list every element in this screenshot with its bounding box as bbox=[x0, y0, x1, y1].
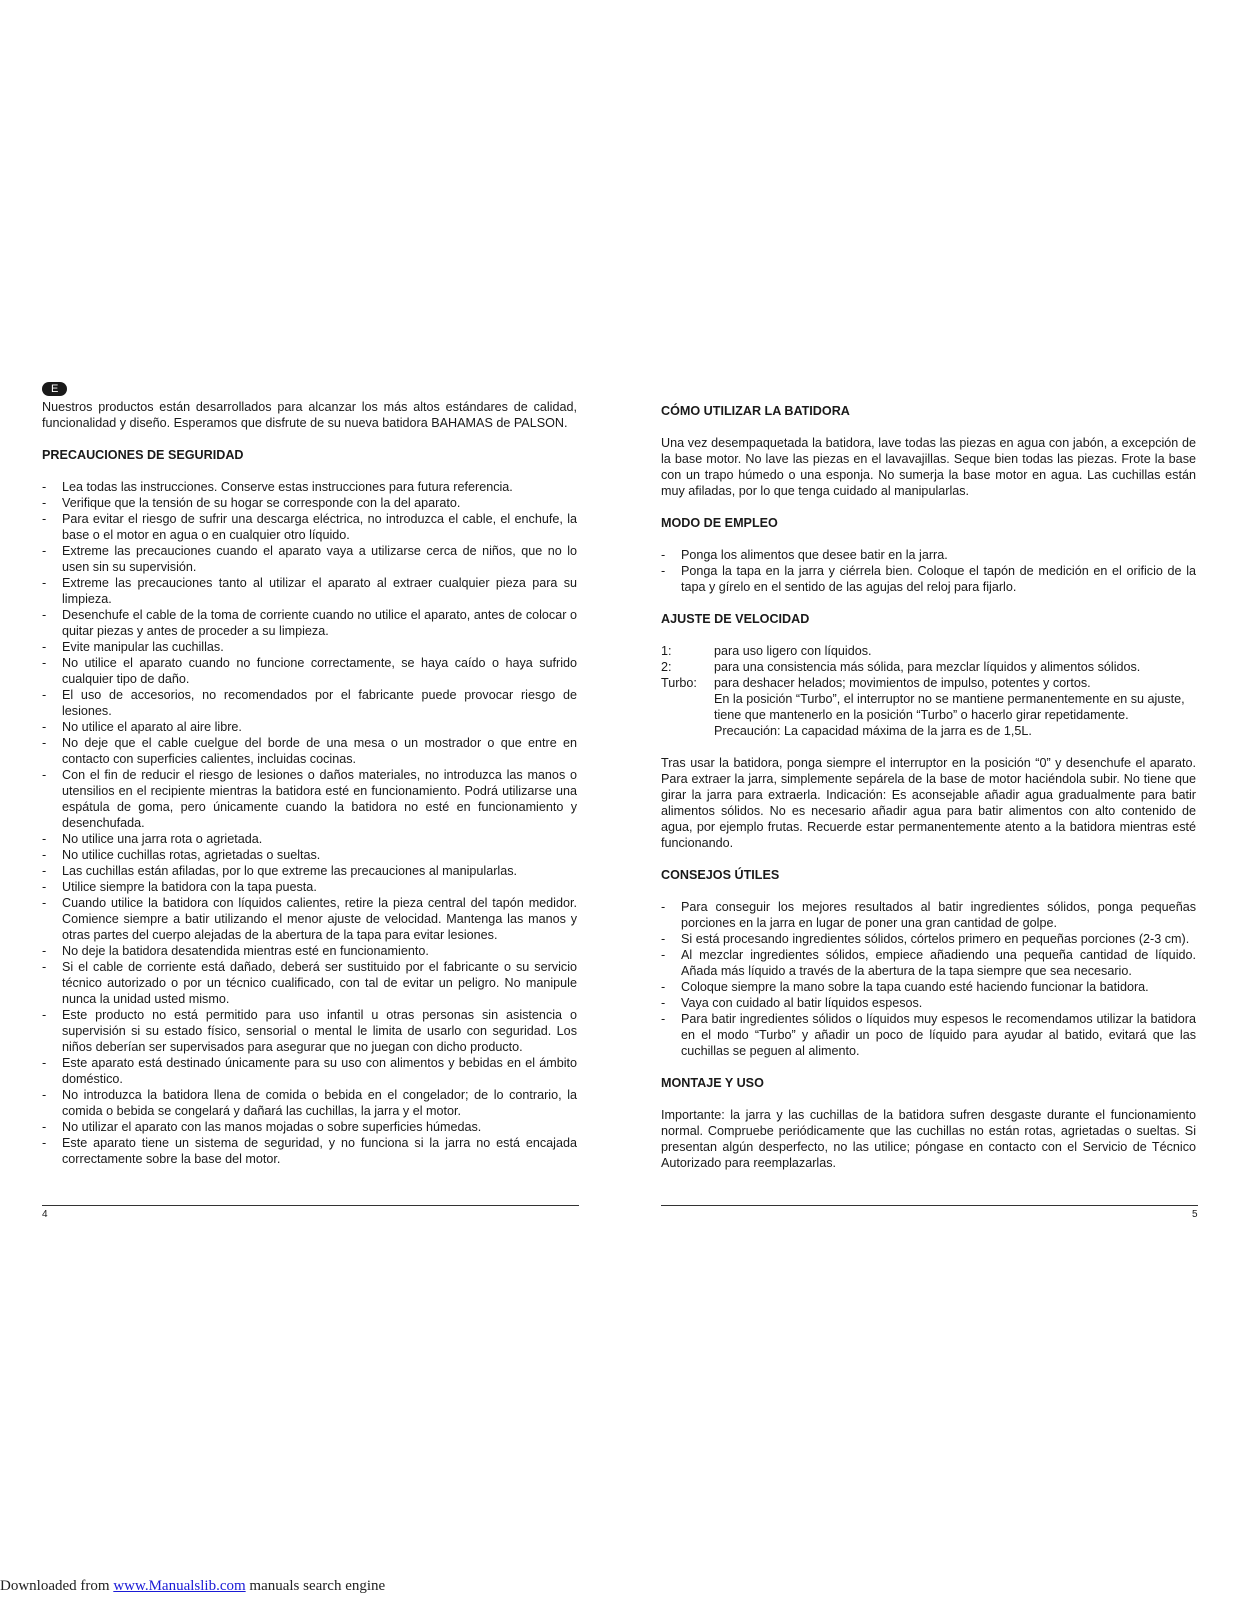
list-item: - Vaya con cuidado al batir líquidos espesos. bbox=[661, 995, 1196, 1011]
mode-heading: MODO DE EMPLEO bbox=[661, 516, 778, 530]
list-item: - El uso de accesorios, no recomendados por el fabricante puede provocar riesgo de lesiones. bbox=[42, 687, 577, 719]
mode-list bbox=[661, 547, 1196, 595]
assembly-heading: MONTAJE Y USO bbox=[661, 1076, 764, 1090]
speed-description: Precaución: La capacidad máxima de la jarra es de 1,5L. bbox=[714, 724, 1032, 738]
list-item: - Este producto no está permitido para uso infantil u otras personas sin asistencia o supervisión si su estado físico, sensorial o mental le limita de usarlo con seguridad. Los niños deberían ser supervisados para asegurar que no juegan con dicho producto. bbox=[42, 1007, 577, 1055]
list-item: - Con el fin de reducir el riesgo de lesiones o daños materiales, no introduzca las manos o utensilios en el recipiente mientras la batidora esté en funcionamiento. Podrá utilizarse una espátula de goma, pero únicamente cuando la batidora no esté en funcionamiento y desenchufada. bbox=[42, 767, 577, 831]
use-paragraph: Una vez desempaquetada la batidora, lave todas las piezas en agua con jabón, a excepción de la base motor. No lave las piezas en el lavavajillas. Seque bien todas las piezas. Frote la base con un trapo húmedo o una esponja. No sumerja la base motor en agua. Las cuchillas están muy afiladas, por lo que tenga cuidado al manipularlas. bbox=[661, 436, 1196, 498]
speed-key bbox=[661, 691, 714, 723]
language-badge: E bbox=[42, 382, 67, 396]
left-page bbox=[42, 380, 577, 1167]
speed-key: Turbo: bbox=[661, 676, 697, 690]
speed-table bbox=[661, 643, 1196, 739]
list-item: - Ponga los alimentos que desee batir en la jarra. bbox=[661, 547, 1196, 563]
list-item: - No deje que el cable cuelgue del borde de una mesa o un mostrador o que entre en contacto con superficies calientes, incluidas cocinas. bbox=[42, 735, 577, 767]
list-item: - Este aparato está destinado únicamente para su uso con alimentos y bebidas en el ámbito doméstico. bbox=[42, 1055, 577, 1087]
list-item: - No utilice el aparato cuando no funcione correctamente, se haya caído o haya sufrido cualquier tipo de daño. bbox=[42, 655, 577, 687]
right-page bbox=[661, 403, 1196, 1171]
list-item: - No introduzca la batidora llena de comida o bebida en el congelador; de lo contrario, la comida o bebida se congelará y dañará las cuchillas, la jarra y el motor. bbox=[42, 1087, 577, 1119]
footer-rule-right bbox=[661, 1205, 1198, 1206]
list-item: - No utilizar el aparato con las manos mojadas o sobre superficies húmedas. bbox=[42, 1119, 577, 1135]
tips-list bbox=[661, 899, 1196, 1059]
speed-description: para una consistencia más sólida, para mezclar líquidos y alimentos sólidos. bbox=[714, 660, 1141, 674]
speed-description: para deshacer helados; movimientos de impulso, potentes y cortos. bbox=[714, 676, 1091, 690]
footer-rule-left bbox=[42, 1205, 579, 1206]
list-item: - Para evitar el riesgo de sufrir una descarga eléctrica, no introduzca el cable, el enchufe, la base o el motor en agua o en cualquier otro líquido. bbox=[42, 511, 577, 543]
list-item: - Las cuchillas están afiladas, por lo que extreme las precauciones al manipularlas. bbox=[42, 863, 577, 879]
safety-list bbox=[42, 479, 577, 1167]
list-item: - No utilice el aparato al aire libre. bbox=[42, 719, 577, 735]
speed-description: En la posición “Turbo”, el interruptor no se mantiene permanentemente en su ajuste, tiene que mantenerlo en la posición “Turbo” o hacerlo girar repetidamente. bbox=[714, 692, 1185, 722]
list-item: - Extreme las precauciones cuando el aparato vaya a utilizarse cerca de niños, que no lo usen sin su supervisión. bbox=[42, 543, 577, 575]
use-heading: CÓMO UTILIZAR LA BATIDORA bbox=[661, 404, 850, 418]
list-item: - Utilice siempre la batidora con la tapa puesta. bbox=[42, 879, 577, 895]
list-item: - Si el cable de corriente está dañado, deberá ser sustituido por el fabricante o su servicio técnico autorizado o por un técnico cualificado, con tal de evitar un peligro. No manipule nunca la unidad usted mismo. bbox=[42, 959, 577, 1007]
list-item: - Para conseguir los mejores resultados al batir ingredientes sólidos, ponga pequeñas porciones en la jarra en lugar de poner una gran cantidad de golpe. bbox=[661, 899, 1196, 931]
after-use-paragraph: Tras usar la batidora, ponga siempre el interruptor en la posición “0” y desenchufe el aparato. Para extraer la jarra, simplemente sepárela de la base de motor haciéndola subir. No tiene que girar la jarra para extraerla. Indicación: Es aconsejable añadir agua gradualmente para batir alimentos sólidos. No es necesario añadir agua para batir alimentos con alto contenido de agua, por ejemplo frutas. Recuerde estar permanentemente atento a la batidora mientras esté funcionando. bbox=[661, 756, 1196, 850]
page-number-right: 5 bbox=[1192, 1209, 1198, 1220]
assembly-paragraph: Importante: la jarra y las cuchillas de la batidora sufren desgaste durante el funcionamiento normal. Compruebe periódicamente que las cuchillas no están rotas, agrietadas o sueltas. Si presentan algún desperfecto, no las utilice; póngase en contacto con el Servicio de Técnico Autorizado para reemplazarlas. bbox=[661, 1108, 1196, 1170]
list-item: - Al mezclar ingredientes sólidos, empiece añadiendo una pequeña cantidad de líquido. Añada más líquido a través de la abertura de la tapa siempre que sea necesario. bbox=[661, 947, 1196, 979]
list-item: - No utilice una jarra rota o agrietada. bbox=[42, 831, 577, 847]
footer-suffix: manuals search engine bbox=[245, 1578, 386, 1594]
list-item: - Coloque siempre la mano sobre la tapa cuando esté haciendo funcionar la batidora. bbox=[661, 979, 1196, 995]
list-item: - Lea todas las instrucciones. Conserve estas instrucciones para futura referencia. bbox=[42, 479, 577, 495]
list-item: - Verifique que la tensión de su hogar se corresponde con la del aparato. bbox=[42, 495, 577, 511]
manualslib-link[interactable]: www.Manualslib.com bbox=[113, 1578, 246, 1594]
list-item: - No utilice cuchillas rotas, agrietadas o sueltas. bbox=[42, 847, 577, 863]
tips-heading: CONSEJOS ÚTILES bbox=[661, 868, 780, 882]
speed-key: 1: bbox=[661, 644, 672, 658]
speed-description: para uso ligero con líquidos. bbox=[714, 644, 872, 658]
download-footer bbox=[0, 1578, 385, 1595]
list-item: - Para batir ingredientes sólidos o líquidos muy espesos le recomendamos utilizar la batidora en el modo “Turbo” y añadir un poco de líquido para ayudar al batido, evitará que las cuchillas se peguen al alimento. bbox=[661, 1011, 1196, 1059]
safety-heading: PRECAUCIONES DE SEGURIDAD bbox=[42, 448, 244, 462]
footer-prefix: Downloaded from bbox=[0, 1578, 114, 1594]
list-item: - Ponga la tapa en la jarra y ciérrela bien. Coloque el tapón de medición en el orificio de la tapa y gírelo en el sentido de las agujas del reloj para fijarlo. bbox=[661, 563, 1196, 595]
list-item: - Cuando utilice la batidora con líquidos calientes, retire la pieza central del tapón medidor. Comience siempre a batir utilizando el menor ajuste de velocidad. Mantenga las manos y otras partes del cuerpo alejadas de la abertura de la tapa para evitar lesiones. bbox=[42, 895, 577, 943]
intro-paragraph: Nuestros productos están desarrollados para alcanzar los más altos estándares de calidad, funcionalidad y diseño. Esperamos que disfrute de su nueva batidora BAHAMAS de PALSON. bbox=[42, 400, 577, 430]
list-item: - Desenchufe el cable de la toma de corriente cuando no utilice el aparato, antes de colocar o quitar piezas y antes de proceder a su limpieza. bbox=[42, 607, 577, 639]
speed-heading: AJUSTE DE VELOCIDAD bbox=[661, 612, 810, 626]
speed-key bbox=[661, 723, 714, 739]
speed-key: 2: bbox=[661, 660, 672, 674]
list-item: - Evite manipular las cuchillas. bbox=[42, 639, 577, 655]
list-item: - No deje la batidora desatendida mientras esté en funcionamiento. bbox=[42, 943, 577, 959]
list-item: - Extreme las precauciones tanto al utilizar el aparato al extraer cualquier pieza para su limpieza. bbox=[42, 575, 577, 607]
page-number-left: 4 bbox=[42, 1209, 48, 1220]
list-item: - Si está procesando ingredientes sólidos, córtelos primero en pequeñas porciones (2-3 cm). bbox=[661, 931, 1196, 947]
list-item: - Este aparato tiene un sistema de seguridad, y no funciona si la jarra no está encajada correctamente sobre la base del motor. bbox=[42, 1135, 577, 1167]
